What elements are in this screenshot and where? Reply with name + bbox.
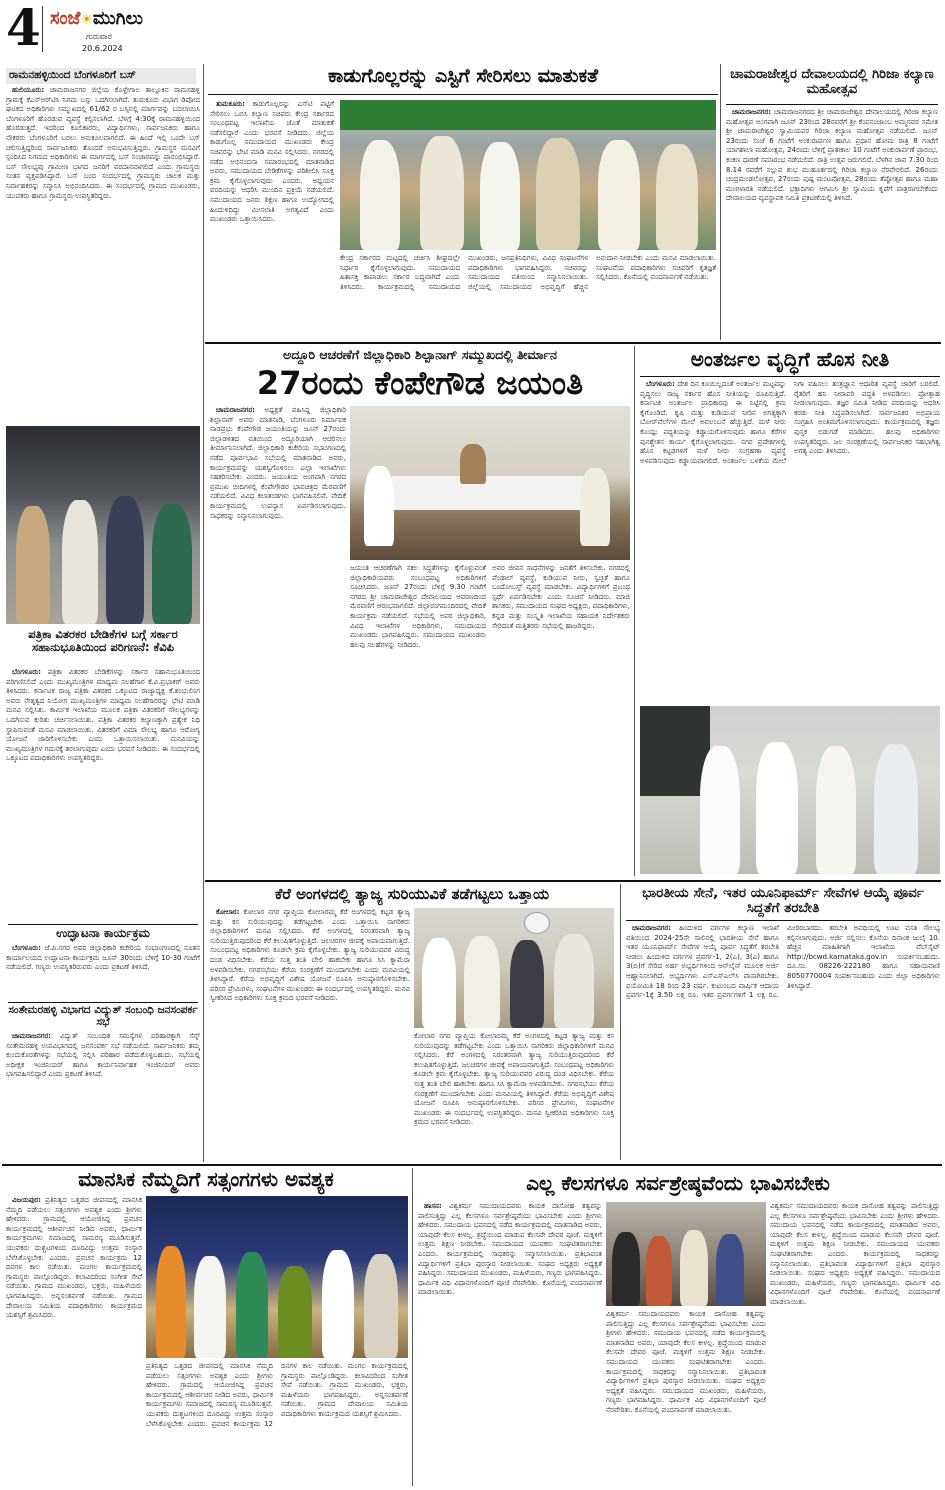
photo-bus-felicitation	[6, 426, 200, 624]
body-text: ಪತ್ರಿಕಾ ವಿತರಕರ ಬೇಡಿಕೆಗಳನ್ನು ಸರ್ಕಾರ ಸಹಾನುಭೂತಿಯಿಂದ ಪರಿಗಣಿಸಲಿದೆ ಎಂದು ಮುಖ್ಯಮಂತ್ರಿಗಳ ಮಾಧ್ಯಮ ಸಲಹೆಗಾರ ಕೆ.ವಿ.ಪ್ರಭಾಕರ್ ಅವರು ತಿಳಿಸಿದರು. ಕರ್ನಾಟಕ ರಾಜ್ಯ ಪತ್ರಿಕಾ ವಿತರಕರ ಒಕ್ಕೂಟದ ರಾಜ್ಯಾಧ್ಯಕ್ಷ ಕೆ.ಶಂಭುಲಿಂಗ ಅವರು ನೇತೃತ್ವದ ನಿಯೋಗ ಮುಖ್ಯಮಂತ್ರಿಗಳ ಮಾಧ್ಯಮ ಸಲಹೆಗಾರರನ್ನು ಭೇಟಿ ಮಾಡಿ ಮನವಿ ಸಲ್ಲಿಸಿತು. ಕಾರ್ಮಿಕ ಇಲಾಖೆಯ ಮೂಲಕ ಪತ್ರಿಕಾ ವಿತರಕರಿಗೆ ಸೌಲಭ್ಯಗಳನ್ನು ಒದಗಿಸುವ ಕುರಿತು ಚರ್ಚಿಸಲಾಯಿತು. ಪತ್ರಿಕಾ ವಿತರಕರ ಕಲ್ಯಾಣಕ್ಕಾಗಿ ಪ್ರತ್ಯೇಕ ನಿಧಿ ಸ್ಥಾಪಿಸುವಂತೆ ಮನವಿ ಮಾಡಲಾಯಿತು. ವಿತರಕರಿಗೆ ವಿಮಾ ಸೌಲಭ್ಯ ಹಾಗೂ ಆರೋಗ್ಯ ಯೋಜನೆ ಜಾರಿಗೊಳಿಸಬೇಕು ಎಂದು ಒತ್ತಾಯಿಸಲಾಯಿತು. ಮನವಿಯನ್ನು ಮುಖ್ಯಮಂತ್ರಿಗಳ ಗಮನಕ್ಕೆ ತರಲಾಗುವುದು ಎಂದು ಭರವಸೆ ನೀಡಿದರು. ಈ ಸಂದರ್ಭದಲ್ಲಿ ಒಕ್ಕೂಟದ ಪದಾಧಿಕಾರಿಗಳು ಉಪಸ್ಥಿತರಿದ್ದರು.	[6, 668, 200, 763]
article-body-a	[210, 406, 346, 876]
article-body	[6, 668, 200, 918]
issue-date: 20.6.2024	[82, 44, 123, 53]
body-text: ಕೋಲಾರ ನಗರ ವ್ಯಾಪ್ತಿಯ ಕೋಲಾರಮ್ಮ ಕೆರೆ ಅಂಗಳದಲ್ಲಿ ಕಟ್ಟಡ ತ್ಯಾಜ್ಯ ಮತ್ತು ಕಸ ಸುರಿಯುವುದನ್ನು ತಡೆಗಟ್ಟಬೇಕು ಎಂದು ಒತ್ತಾಯಿಸಿ ನಾಗರಿಕರು ಜಿಲ್ಲಾಧಿಕಾರಿಗಳಿಗೆ ಮನವಿ ಸಲ್ಲಿಸಿದರು. ಕೆರೆ ಅಂಗಳದಲ್ಲಿ ನಿರಂತರವಾಗಿ ತ್ಯಾಜ್ಯ ಸುರಿಯುತ್ತಿರುವುದರಿಂದ ಕೆರೆ ಕಲುಷಿತಗೊಳ್ಳುತ್ತಿದೆ. ಜಲಚರಗಳ ಜೀವಕ್ಕೆ ಅಪಾಯವಾಗುತ್ತಿದೆ. ಸಂಬಂಧಪಟ್ಟ ಅಧಿಕಾರಿಗಳು ಕೂಡಲೇ ಕ್ರಮ ಕೈಗೊಳ್ಳಬೇಕು. ತ್ಯಾಜ್ಯ ಸುರಿಯುವವರ ವಿರುದ್ಧ ದಂಡ ವಿಧಿಸಬೇಕು. ಕೆರೆಯ ಸುತ್ತ ತಂತಿ ಬೇಲಿ ಹಾಕಬೇಕು ಹಾಗೂ ಸಿಸಿ ಕ್ಯಾಮೆರಾ ಅಳವಡಿಸಬೇಕು. ನಗರಸಭೆಯು ಕೆರೆಯ ಸಂರಕ್ಷಣೆಗೆ ಮುಂದಾಗಬೇಕು ಎಂದು ಮನವಿಯಲ್ಲಿ ತಿಳಿಸಿದ್ದಾರೆ. ಕೆರೆಯ ಅಭಿವೃದ್ಧಿಗೆ ವಿಶೇಷ ಯೋಜನೆ ರೂಪಿಸಿ ಅನುಷ್ಠಾನಗೊಳಿಸಬೇಕು. ಪರಿಸರ ಪ್ರೇಮಿಗಳು, ಸಂಘಟನೆಗಳ ಮುಖಂಡರು ಈ ಸಂದರ್ಭದಲ್ಲಿ ಉಪಸ್ಥಿತರಿದ್ದರು. ಮನವಿ ಸ್ವೀಕರಿಸಿದ ಅಧಿಕಾರಿಗಳು ಸೂಕ್ತ ಕ್ರಮದ ಭರವಸೆ ನೀಡಿದರು.	[414, 1032, 614, 1127]
article-body-cont	[414, 1032, 614, 1160]
body-text: ಪ್ರತಿನಿತ್ಯದ ಒತ್ತಡದ ಜೀವನದಲ್ಲಿ ಮಾನಸಿಕ ನೆಮ್ಮದಿ ಪಡೆಯಲು ಸತ್ಸಂಗಗಳು ಅವಶ್ಯಕ ಎಂದು ಶ್ರೀಗಳು ಹೇಳಿದರು. ಗ್ರಾಮದಲ್ಲಿ ಆಯೋಜಿಸಿದ್ದ ಪ್ರವಚನ ಕಾರ್ಯಕ್ರಮದಲ್ಲಿ ಆಶೀರ್ವಚನ ನೀಡಿದ ಅವರು, ಧಾರ್ಮಿಕ ಕಾರ್ಯಕ್ರಮಗಳು ಸಮಾಜದಲ್ಲಿ ಸಾಮರಸ್ಯ ಮೂಡಿಸುತ್ತವೆ. ಯುವಕರು ದುಶ್ಚಟಗಳಿಂದ ದೂರವಿದ್ದು ಉತ್ತಮ ಸಂಸ್ಕಾರ ಬೆಳೆಸಿಕೊಳ್ಳಬೇಕು ಎಂದರು. ಪ್ರವಚನ ಕಾರ್ಯಕ್ರಮ 12 ದಿನಗಳ ಕಾಲ ನಡೆಯಿತು. ಮಂಗಲ ಕಾರ್ಯಕ್ರಮದಲ್ಲಿ ಗ್ರಾಮಸ್ಥರು ಪಾಲ್ಗೊಂಡಿದ್ದರು. ಕಲಾವಿದರಿಂದ ಸಂಗೀತ ಸೇವೆ ನಡೆಯಿತು. ಗ್ರಾಮದ ಮುಖಂಡರು, ಭಕ್ತರು, ಮಹಿಳೆಯರು ಭಾಗವಹಿಸಿದ್ದರು. ಅನ್ನಸಂತರ್ಪಣೆ ನಡೆಯಿತು. ಗ್ರಾಮದ ದೇವಾಲಯ ಸಮಿತಿಯ ಪದಾಧಿಕಾರಿಗಳು ಕಾರ್ಯಕ್ರಮದ ಯಶಸ್ಸಿಗೆ ಶ್ರಮಿಸಿದರು.	[6, 1196, 142, 1320]
photo-kadugolla-meeting	[340, 100, 716, 250]
photo-award-ceremony	[606, 1202, 766, 1306]
article-body-b	[350, 564, 486, 876]
body-text: ಹಿಂದುಳಿದ ವರ್ಗಗಳ ಕಲ್ಯಾಣ ಇಲಾಖೆ ವತಿಯಿಂದ 2024-25ನೇ ಸಾಲಿನಲ್ಲಿ ಭಾರತೀಯ ಸೇನೆ ಹಾಗೂ ಇತರ ಯೂನಿಫಾರ್ಮ್ ಸೇವೆಗಳ ಆಯ್ಕೆ ಪೂರ್ವ ಸಿದ್ಧತೆಗೆ ತರಬೇತಿ ನೀಡಲು ಹಿಂದುಳಿದ ವರ್ಗಗಳ ಪ್ರವರ್ಗ-1, 2(ಎ), 3(ಎ) ಹಾಗೂ 3(ಬಿ)ಗೆ ಸೇರಿದ ಅರ್ಹ ಅಭ್ಯರ್ಥಿಗಳಿಂದ ಆನ್‌ಲೈನ್ ಮೂಲಕ ಅರ್ಜಿ ಆಹ್ವಾನಿಸಲಾಗಿದೆ. ಅಭ್ಯರ್ಥಿಗಳು ಎಸ್‌ಎಸ್‌ಎಲ್‌ಸಿ ಪಾಸಾಗಿರಬೇಕು. ವಯೋಮಿತಿ 18 ರಿಂದ 23 ವರ್ಷ. ಕುಟುಂಬದ ವಾರ್ಷಿಕ ಆದಾಯ ಪ್ರವರ್ಗ-1ಕ್ಕೆ 3.50 ಲಕ್ಷ ರೂ. ಇತರ ಪ್ರವರ್ಗಗಳಿಗೆ 1 ಲಕ್ಷ ರೂ. ಮೀರಿರಬಾರದು. ತರಬೇತಿ ಅವಧಿಯಲ್ಲಿ ಊಟ ವಸತಿ ಸೌಲಭ್ಯ ಕಲ್ಪಿಸಲಾಗುವುದು. ಅರ್ಜಿ ಸಲ್ಲಿಸಲು ಕೊನೆಯ ದಿನಾಂಕ ಜುಲೈ 10. ಹೆಚ್ಚಿನ ಮಾಹಿತಿಗಾಗಿ ಇಲಾಖೆಯ ವೆಬ್‌ಸೈಟ್ http://bcwd.karnataka.gov.in ಸಂಪರ್ಕಿಸಬಹುದು. ದೂ.ಸಂ. 08226-222180 ಹಾಗೂ ಸಹಾಯವಾಣಿ 8050770004 ಸಂಪರ್ಕಿಸಬಹುದು ಎಂದು ಜಿಲ್ಲಾ ಅಧಿಕಾರಿಗಳು ತಿಳಿಸಿದ್ದಾರೆ.	[626, 924, 940, 1000]
article-headline: ಚಾಮರಾಜೇಶ್ವರ ದೇವಾಲಯದಲ್ಲಿ ಗಿರಿಜಾ ಕಲ್ಯಾಣ ಮಹೋತ್ಸವ	[730, 67, 934, 97]
photo-lake-petition	[414, 908, 614, 1028]
article-body	[726, 108, 938, 340]
body-text: ವಿಶ್ವಕರ್ಮ ಸಮುದಾಯದವರು ಕಾಯಕ ದಾಸೋಹ ತತ್ವವನ್ನು ಪಾಲಿಸುತ್ತಿದ್ದು ಎಲ್ಲ ಕೆಲಸಗಳೂ ಸರ್ವಶ್ರೇಷ್ಠವೆಂದು ಭಾವಿಸಬೇಕು ಎಂದು ಶ್ರೀಗಳು ಹೇಳಿದರು. ಸಮುದಾಯ ಭವನದಲ್ಲಿ ನಡೆದ ಕಾರ್ಯಕ್ರಮದಲ್ಲಿ ಮಾತನಾಡಿದ ಅವರು, ಯಾವುದೇ ಕೆಲಸ ಕೀಳಲ್ಲ. ಶ್ರದ್ಧೆಯಿಂದ ಮಾಡುವ ಕೆಲಸವೇ ದೇವರ ಪೂಜೆ. ಮಕ್ಕಳಿಗೆ ಉತ್ತಮ ಶಿಕ್ಷಣ ನೀಡಬೇಕು. ಸಮುದಾಯದ ಯುವಕರು ಸಂಘಟಿತರಾಗಬೇಕು ಎಂದರು. ಕಾರ್ಯಕ್ರಮದಲ್ಲಿ ಸಾಧಕರನ್ನು ಸನ್ಮಾನಿಸಲಾಯಿತು. ಪ್ರತಿಭಾವಂತ ವಿದ್ಯಾರ್ಥಿಗಳಿಗೆ ಪ್ರತಿಭಾ ಪುರಸ್ಕಾರ ನೀಡಲಾಯಿತು. ಸಂಘದ ಅಧ್ಯಕ್ಷರು ಅಧ್ಯಕ್ಷತೆ ವಹಿಸಿದ್ದರು. ಸಮುದಾಯದ ಮುಖಂಡರು, ಮಹಿಳೆಯರು, ಗಣ್ಯರು ಭಾಗವಹಿಸಿದ್ದರು. ಧಾರ್ಮಿಕ ವಿಧಿ ವಿಧಾನಗಳೊಂದಿಗೆ ಪೂಜೆ ನೆರವೇರಿತು. ಕೊನೆಯಲ್ಲಿ ವಂದನಾರ್ಪಣೆ ಮಾಡಲಾಯಿತು.	[418, 1202, 602, 1297]
body-text: ಕಾಡುಗೊಲ್ಲರನ್ನು ಎಸ್‌ಟಿ ಪಟ್ಟಿಗೆ ಸೇರಿಸಲು ಒಬಿಸಿ ಕಲ್ಯಾಣ ಸಚಿವರು ಕೇಂದ್ರ ಸರ್ಕಾರದ ಸಂಬಂಧಪಟ್ಟ ಇಲಾಖೆಯ ಜೊತೆ ಮಾತುಕತೆ ನಡೆಸಲಿದ್ದಾರೆ ಎಂದು ಭರವಸೆ ನೀಡಿದರು. ಜಿಲ್ಲೆಯ ಕಾಡುಗೊಲ್ಲ ಸಮುದಾಯದ ಮುಖಂಡರು ಕೇಂದ್ರ ಸಚಿವರನ್ನು ಭೇಟಿ ಮಾಡಿ ಮನವಿ ಸಲ್ಲಿಸಿದರು. ನಗರದಲ್ಲಿ ನಡೆದ ಅಭಿನಂದನಾ ಸಮಾರಂಭದಲ್ಲಿ ಮಾತನಾಡಿದ ಅವರು, ಸಮುದಾಯದ ಬೇಡಿಕೆಗಳನ್ನು ಪರಿಶೀಲಿಸಿ ಸೂಕ್ತ ಕ್ರಮ ಕೈಗೊಳ್ಳಲಾಗುವುದು ಎಂದರು. ಅಧ್ಯಯನ ವರದಿಯನ್ನು ಆಧರಿಸಿ ಮುಂದಿನ ಪ್ರಕ್ರಿಯೆ ನಡೆಯಲಿದೆ. ಸಮುದಾಯದ ಜನರು ಶಿಕ್ಷಣ ಹಾಗೂ ಉದ್ಯೋಗದಲ್ಲಿ ಹಿಂದುಳಿದಿದ್ದು ಮೀಸಲಾತಿ ಅಗತ್ಯವಿದೆ ಎಂದು ಮುಖಂಡರು ಒತ್ತಾಯಿಸಿದರು.	[210, 100, 334, 224]
article-body-cont	[146, 1362, 408, 1486]
body-text: ಚಾಮರಾಜನಗರದ ಶ್ರೀ ಚಾಮರಾಜೇಶ್ವರ ದೇವಾಲಯದಲ್ಲಿ ಗಿರಿಜಾ ಕಲ್ಯಾಣ ಮಹೋತ್ಸವ ಅಂಗವಾಗಿ ಜೂನ್ 23ರಿಂದ 28ರವರೆಗೆ ಶ್ರೀ ಕೆಂಪನಂಜಾಂಬ ಅಮ್ಮನವರ ಸಮೇತ ಶ್ರೀ ಚಾಮರಾಜೇಶ್ವರ ಸ್ವಾಮಿಯವರ ಗಿರಿಜಾ ಕಲ್ಯಾಣ ಮಹೋತ್ಸವ ನಡೆಯಲಿದೆ. ಜೂನ್ 23ರಂದು ಸಂಜೆ 6 ಗಂಟೆಗೆ ಅಂಕುರಾರ್ಪಣ ಹಾಗೂ ಪ್ರಧಾನ ಹೋಮ ರಾತ್ರಿ 8 ಗಂಟೆಗೆ ಯಾಗಶಾಲಾ ಮಹೋತ್ಸವ, 24ರಂದು ಬೆಳಿಗ್ಗೆ ಪ್ರಾತಃಕಾಲ 10 ಗಂಟೆಗೆ ಅಂಕುರಾರ್ಪಣೆ ಪ್ರಾರಂಭ, ಕಂಕಣ ಧಾರಣೆ ಸಮಾರಂಭ ನಡೆಯಲಿದೆ. ರಾತ್ರಿ ಉತ್ಸವ ಜರುಗಲಿದೆ. ಬೆಳಗಿನ ಜಾವ 7.30 ರಿಂದ 8.14 ರವರೆಗೆ ಸಲ್ಲುವ ಶುಭ ಮುಹೂರ್ತದಲ್ಲಿ ಗಿರಿಜಾ ಕಲ್ಯಾಣ ನೆರವೇರಲಿದೆ. 26ರಂದು ಚಂದ್ರಮಂಡಲೋತ್ಸವ, 27ರಂದು ಪುಷ್ಪ ಮಂಟಪೋತ್ಸವ, 28ರಂದು ತೆಪ್ಪೋತ್ಸವ ಹಾಗೂ ಮಹಾ ಮಂಗಳಾರತಿ ನಡೆಯಲಿದೆ. ಭಕ್ತಾದಿಗಳು ಆಗಮಿಸಿ ಶ್ರೀ ಸ್ವಾಮಿಯ ಕೃಪೆಗೆ ಪಾತ್ರರಾಗಬೇಕೆಂದು ದೇವಾಲಯದ ವ್ಯವಸ್ಥಾಪಕ ಸಮಿತಿ ಪ್ರಕಟಣೆಯಲ್ಲಿ ತಿಳಿಸಿದೆ.	[726, 108, 938, 203]
article-body-mid	[606, 1310, 766, 1486]
paper-name	[50, 8, 143, 29]
article-body-right	[770, 1202, 940, 1486]
dateline: ಕೋಲಾರ:	[216, 908, 240, 916]
article-headline: ಉದ್ಘಾಟನಾ ಕಾರ್ಯಕ್ರಮ	[8, 924, 198, 940]
dateline: ಚಾಮರಾಜನಗರ:	[12, 1032, 51, 1040]
article-headline: ಮಾನಸಿಕ ನೆಮ್ಮದಿಗೆ ಸತ್ಸಂಗಗಳು ಅವಶ್ಯಕ	[78, 1167, 334, 1191]
article-headline: ಕೆರೆ ಅಂಗಳದಲ್ಲಿ ತ್ಯಾಜ್ಯ ಸುರಿಯುವಿಕೆ ತಡೆಗಟ್ಟಲು ಒತ್ತಾಯ	[274, 885, 550, 903]
body-text: ಚಾಮರಾಜನಗರ ಜಿಲ್ಲೆಯ ಕೊಳ್ಳೇಗಾಲ ತಾಲ್ಲೂಕಿನ ರಾಮನಹಳ್ಳಿ ಗ್ರಾಮಕ್ಕೆ ಕೆಎಸ್‌ಆರ್‌ಟಿಸಿ ನಿಗಮ ಬಸ್ಸು ಒದಗಿಸಲಾಗಿದೆ. ತುಮಕೂರು ವಿಭಾಗ ಡಿಪೋದ ಘಟಕದ ಅಧಿಕಾರಿಗಳು ಸಮ್ಮುಖದಲ್ಲಿ 61/62 ರ ಬಸ್ಸಿನಲ್ಲಿ ಮಾರ್ಗವನ್ನು ಬದಲಾಯಿಸಿ ಬೆಂಗಳೂರಿಗೆ ಹೊರಡುವ ವ್ಯವಸ್ಥೆ ಕಲ್ಪಿಸಲಾಗಿದೆ. ಬೆಳಗ್ಗೆ 4:30ಕ್ಕೆ ರಾಮನಹಳ್ಳಿಯಿಂದ ಹೊರಡುತ್ತದೆ. ಇದರಿಂದ ಕೂಲಿಕಾರರು, ವಿದ್ಯಾರ್ಥಿಗಳು, ಸಾರ್ವಜನಿಕರು ಹಾಗೂ ನೌಕರರು ಬೆಂಗಳೂರಿಗೆ ಬರಲು ಅನುಕೂಲವಾಗಲಿದೆ. ಈ ಹಿಂದೆ ಇಲ್ಲಿ ಒಂದೇ ಬಸ್ ಚಲಿಸುತ್ತಿದ್ದರಿಂದ ಸಾರ್ವಜನಿಕರು ತೊಂದರೆ ಅನುಭವಿಸುತ್ತಿದ್ದರು. ಗ್ರಾಮಸ್ಥರ ಮನವಿಗೆ ಸ್ಪಂದಿಸಿದ ನಿಗಮದ ಅಧಿಕಾರಿಗಳು ಈ ಮಾರ್ಗದಲ್ಲಿ ಬಸ್ ಸಂಚಾರವನ್ನು ಪ್ರಾರಂಭಿಸಿದ್ದಾರೆ. ಬಸ್ ಸೌಲಭ್ಯವು ಗ್ರಾಮೀಣ ಭಾಗದ ಜನರಿಗೆ ವರದಾನವಾಗಲಿದೆ ಎಂದು ಗ್ರಾಮಸ್ಥರು ಸಂತಸ ವ್ಯಕ್ತಪಡಿಸಿದ್ದಾರೆ. ಬಸ್ ಬಂದ ಸಂದರ್ಭದಲ್ಲಿ ಗ್ರಾಮಸ್ಥರು ಚಾಲಕ ಮತ್ತು ನಿರ್ವಾಹಕರನ್ನು ಸನ್ಮಾನಿಸಿ ಅಭಿನಂದಿಸಿದರು. ಈ ಸಂದರ್ಭದಲ್ಲಿ ಗ್ರಾಮದ ಮುಖಂಡರು, ಯುವಕರು ಹಾಗೂ ಗ್ರಾಮಸ್ಥರು ಉಪಸ್ಥಿತರಿದ್ದರು.	[6, 86, 200, 200]
article-body	[6, 1196, 142, 1486]
article-body	[640, 380, 940, 702]
body-text: ವಿಶ್ವಕರ್ಮ ಸಮುದಾಯದವರು ಕಾಯಕ ದಾಸೋಹ ತತ್ವವನ್ನು ಪಾಲಿಸುತ್ತಿದ್ದು ಎಲ್ಲ ಕೆಲಸಗಳೂ ಸರ್ವಶ್ರೇಷ್ಠವೆಂದು ಭಾವಿಸಬೇಕು ಎಂದು ಶ್ರೀಗಳು ಹೇಳಿದರು. ಸಮುದಾಯ ಭವನದಲ್ಲಿ ನಡೆದ ಕಾರ್ಯಕ್ರಮದಲ್ಲಿ ಮಾತನಾಡಿದ ಅವರು, ಯಾವುದೇ ಕೆಲಸ ಕೀಳಲ್ಲ. ಶ್ರದ್ಧೆಯಿಂದ ಮಾಡುವ ಕೆಲಸವೇ ದೇವರ ಪೂಜೆ. ಮಕ್ಕಳಿಗೆ ಉತ್ತಮ ಶಿಕ್ಷಣ ನೀಡಬೇಕು. ಸಮುದಾಯದ ಯುವಕರು ಸಂಘಟಿತರಾಗಬೇಕು ಎಂದರು. ಕಾರ್ಯಕ್ರಮದಲ್ಲಿ ಸಾಧಕರನ್ನು ಸನ್ಮಾನಿಸಲಾಯಿತು. ಪ್ರತಿಭಾವಂತ ವಿದ್ಯಾರ್ಥಿಗಳಿಗೆ ಪ್ರತಿಭಾ ಪುರಸ್ಕಾರ ನೀಡಲಾಯಿತು. ಸಂಘದ ಅಧ್ಯಕ್ಷರು ಅಧ್ಯಕ್ಷತೆ ವಹಿಸಿದ್ದರು. ಸಮುದಾಯದ ಮುಖಂಡರು, ಮಹಿಳೆಯರು, ಗಣ್ಯರು ಭಾಗವಹಿಸಿದ್ದರು. ಧಾರ್ಮಿಕ ವಿಧಿ ವಿಧಾನಗಳೊಂದಿಗೆ ಪೂಜೆ ನೆರವೇರಿತು. ಕೊನೆಯಲ್ಲಿ ವಂದನಾರ್ಪಣೆ ಮಾಡಲಾಯಿತು.	[606, 1310, 766, 1414]
body-text: ದೇಶ ದಿನ ಕೂಯಿಲ್ಲದಂತೆ ಅಂತರ್ಜಲ ಮಟ್ಟವನ್ನು ವೃದ್ಧಿಸಲು ರಾಜ್ಯ ಸರ್ಕಾರ ಹೊಸ ನೀತಿಯನ್ನು ರೂಪಿಸುತ್ತಿದೆ. ಕರ್ನಾಟಕ ಅಂತರ್ಜಲ ಪ್ರಾಧಿಕಾರವು ಈ ನಿಟ್ಟಿನಲ್ಲಿ ಕ್ರಮ ಕೈಗೊಂಡಿದೆ. ಕೃಷಿ ಮತ್ತು ಕುಡಿಯುವ ನೀರಿನ ಅಗತ್ಯಕ್ಕಾಗಿ ಬೋರ್‌ವೆಲ್‌ಗಳ ಮೇಲೆ ಅವಲಂಬನೆ ಹೆಚ್ಚುತ್ತಿದೆ. ಮಳೆ ನೀರು ಕೊಯ್ಲು ಪದ್ಧತಿಯನ್ನು ಕಡ್ಡಾಯಗೊಳಿಸುವುದು ಹಾಗೂ ಕೆರೆಗಳ ಪುನಶ್ಚೇತನ ಕಾರ್ಯ ಕೈಗೊಳ್ಳಲಾಗುವುದು. ನಗರ ಪ್ರದೇಶಗಳಲ್ಲಿ ಹೊಸ ಕಟ್ಟಡಗಳಿಗೆ ಮಳೆ ನೀರು ಸಂಗ್ರಹಣಾ ವ್ಯವಸ್ಥೆ ಅಳವಡಿಸುವುದು ಕಡ್ಡಾಯವಾಗಲಿದೆ. ಅಂತರ್ಜಲ ಬಳಕೆಯ ಮೇಲೆ ನಿಗಾ ವಹಿಸಲು ತಂತ್ರಜ್ಞಾನ ಆಧಾರಿತ ವ್ಯವಸ್ಥೆ ಜಾರಿಗೆ ಬರಲಿದೆ. ರೈತರಿಗೆ ಹನಿ ನೀರಾವರಿ ಪದ್ಧತಿ ಅಳವಡಿಸಲು ಪ್ರೋತ್ಸಾಹ ನೀಡಲಾಗುವುದು. ತಜ್ಞರ ಸಮಿತಿ ನೀಡಿದ ವರದಿಯನ್ನು ಆಧರಿಸಿ ಕರಡು ನೀತಿ ಸಿದ್ಧಪಡಿಸಲಾಗಿದೆ. ಸಾರ್ವಜನಿಕರ ಅಭಿಪ್ರಾಯ ಸಂಗ್ರಹಿಸಿ ಅಂತಿಮಗೊಳಿಸಲಾಗುವುದು. ಕಾರ್ಯಕ್ರಮದಲ್ಲಿ ತಜ್ಞರು ಪುಸ್ತಕ ಬಿಡುಗಡೆ ಮಾಡಿದರು. ಹಲವು ಅಧಿಕಾರಿಗಳು ಉಪಸ್ಥಿತರಿದ್ದರು. ಜಲ ಸಂರಕ್ಷಣೆಯಲ್ಲಿ ಸಾರ್ವಜನಿಕರ ಸಹಭಾಗಿತ್ವ ಅಗತ್ಯ ಎಂದು ತಿಳಿಸಿದರು.	[640, 380, 940, 465]
dateline: ಚಾಮರಾಜನಗರ:	[632, 924, 671, 932]
article-kicker: ಅದ್ದೂರಿ ಆಚರಣೆಗೆ ಜಿಲ್ಲಾಧಿಕಾರಿ ಶಿಲ್ಪಾನಾಗ್ ಸಮ್ಮುಖದಲ್ಲಿ ತೀರ್ಮಾನ	[283, 347, 557, 362]
dateline: ವಿಜಯಪುರ:	[12, 1196, 41, 1204]
dateline: ಬೆಂಗಳೂರು:	[12, 668, 41, 676]
article-headline: ಎಲ್ಲ ಕೆಲಸಗಳೂ ಸರ್ವಶ್ರೇಷ್ಠವೆಂದು ಭಾವಿಸಬೇಕು	[526, 1171, 830, 1195]
article-body	[210, 908, 410, 1160]
article-body	[626, 924, 940, 1160]
body-text: ಜಯಂತಿ ಆಚರಣೆಗಾಗಿ ಸಕಲ ಸಿದ್ಧತೆಗಳನ್ನು ಕೈಗೊಳ್ಳುವಂತೆ ಜಿಲ್ಲಾಧಿಕಾರಿಯವರು ಸಂಬಂಧಪಟ್ಟ ಅಧಿಕಾರಿಗಳಿಗೆ ಸೂಚಿಸಿದರು. ಜೂನ್ 27ರಂದು ಬೆಳಿಗ್ಗೆ 9.30 ಗಂಟೆಗೆ ನಗರದ ಶ್ರೀ ಚಾಮರಾಜೇಶ್ವರ ದೇವಾಲಯದ ಆವರಣದಿಂದ ಮೆರವಣಿಗೆ ಆರಂಭವಾಗಲಿದೆ. ಜಿಲ್ಲಾರಂಗಮಂದಿರದಲ್ಲಿ ವೇದಿಕೆ ಕಾರ್ಯಕ್ರಮ ನಡೆಯಲಿದೆ. ಸಭೆಯಲ್ಲಿ ಅಪರ ಜಿಲ್ಲಾಧಿಕಾರಿ, ವಿವಿಧ ಇಲಾಖೆಗಳ ಅಧಿಕಾರಿಗಳು, ಸಮುದಾಯದ ಮುಖಂಡರು ಭಾಗವಹಿಸಿದ್ದರು. ಸಮುದಾಯದ ಮುಖಂಡರು ಹಲವು ಸಲಹೆಗಳನ್ನು ನೀಡಿದರು.	[350, 564, 486, 649]
dateline: ಚಾಮರಾಜನಗರ:	[216, 406, 255, 414]
article-body	[6, 944, 200, 998]
photo-district-meeting	[350, 406, 630, 560]
body-text: ಅಧ್ಯಕ್ಷತೆ ವಹಿಸಿದ್ದ ಜಿಲ್ಲಾಧಿಕಾರಿ ಶಿಲ್ಪಾನಾಗ್ ಅವರು ಮಾತನಾಡಿ, ಬೆಂಗಳೂರು ನಿರ್ಮಾಪಕ ನಾಡಪ್ರಭು ಕೆಂಪೇಗೌಡ ಜಯಂತಿಯನ್ನು ಜೂನ್ 27ರಂದು ಜಿಲ್ಲಾಡಳಿತದ ವತಿಯಿಂದ ಅದ್ದೂರಿಯಾಗಿ ಆಚರಿಸಲು ತೀರ್ಮಾನಿಸಲಾಗಿದೆ. ಜಿಲ್ಲಾಧಿಕಾರಿ ಕಚೇರಿಯ ಸಭಾಂಗಣದಲ್ಲಿ ನಡೆದ ಪೂರ್ವಭಾವಿ ಸಭೆಯಲ್ಲಿ ಮಾತನಾಡಿದ ಅವರು, ಕಾರ್ಯಕ್ರಮವನ್ನು ಯಶಸ್ವಿಗೊಳಿಸಲು ಎಲ್ಲಾ ಇಲಾಖೆಗಳು ಸಹಕರಿಸಬೇಕು ಎಂದರು. ಜಯಂತಿಯ ಅಂಗವಾಗಿ ನಗರದ ಪ್ರಮುಖ ಬೀದಿಗಳಲ್ಲಿ ಕೆಂಪೇಗೌಡರ ಭಾವಚಿತ್ರದ ಮೆರವಣಿಗೆ ನಡೆಯಲಿದೆ. ವಿವಿಧ ಕಲಾತಂಡಗಳು ಭಾಗವಹಿಸಲಿವೆ. ವೇದಿಕೆ ಕಾರ್ಯಕ್ರಮದಲ್ಲಿ ಉಪನ್ಯಾಸ ಏರ್ಪಡಿಸಲಾಗುವುದು. ಸಾಧಕರನ್ನು ಸನ್ಮಾನಿಸಲಾಗುವುದು.	[210, 406, 346, 520]
article-body-c	[492, 564, 630, 876]
article-body-left	[210, 100, 334, 340]
dateline: ಹುಲಿಯೂರು:	[12, 86, 45, 94]
article-body-right	[340, 254, 716, 340]
article-body	[6, 86, 200, 422]
paper-name-a: ಸಂಜೆ	[50, 8, 81, 29]
article-body	[6, 1032, 200, 1158]
article-body	[418, 1202, 602, 1486]
page-number: 4	[6, 0, 41, 57]
body-text: ಕೇಂದ್ರ ಸರ್ಕಾರದ ಮಟ್ಟದಲ್ಲಿ ಚರ್ಚಿಸಿ ಶೀಘ್ರದಲ್ಲೇ ನಿರ್ಧಾರ ಕೈಗೊಳ್ಳಲಾಗುವುದು. ಸಮುದಾಯದ ಹಿತಾಸಕ್ತಿ ಕಾಪಾಡಲು ಸರ್ಕಾರ ಬದ್ಧವಾಗಿದೆ ಎಂದು ತಿಳಿಸಿದರು. ಕಾರ್ಯಕ್ರಮದಲ್ಲಿ ಸಮುದಾಯದ ಮುಖಂಡರು, ಜನಪ್ರತಿನಿಧಿಗಳು, ವಿವಿಧ ಸಂಘಟನೆಗಳ ಪದಾಧಿಕಾರಿಗಳು ಭಾಗವಹಿಸಿದ್ದರು. ಸಚಿವರನ್ನು ಸಮುದಾಯದ ವತಿಯಿಂದ ಸನ್ಮಾನಿಸಲಾಯಿತು. ಜಿಲ್ಲೆಯಲ್ಲಿ ಸಮುದಾಯದ ಅಭಿವೃದ್ಧಿಗೆ ಹೆಚ್ಚಿನ ಅನುದಾನ ನೀಡಬೇಕು ಎಂದು ಮನವಿ ಮಾಡಲಾಯಿತು. ಸಂಘಟನೆಯ ಪದಾಧಿಕಾರಿಗಳು ಸಚಿವರಿಗೆ ಕೃತಜ್ಞತೆ ಸಲ್ಲಿಸಿದರು. ಕೊನೆಯಲ್ಲಿ ವಂದನಾರ್ಪಣೆ ನಡೆಯಿತು.	[340, 254, 716, 291]
article-headline: ಭಾರತೀಯ ಸೇನೆ, ಇತರ ಯೂನಿಫಾರ್ಮ್ ಸೇವೆಗಳ ಆಯ್ಕೆ ಪೂರ್ವ ಸಿದ್ದತೆಗೆ ತರಬೇತಿ	[642, 885, 924, 917]
body-text: ಕೋಲಾರ ನಗರ ವ್ಯಾಪ್ತಿಯ ಕೋಲಾರಮ್ಮ ಕೆರೆ ಅಂಗಳದಲ್ಲಿ ಕಟ್ಟಡ ತ್ಯಾಜ್ಯ ಮತ್ತು ಕಸ ಸುರಿಯುವುದನ್ನು ತಡೆಗಟ್ಟಬೇಕು ಎಂದು ಒತ್ತಾಯಿಸಿ ನಾಗರಿಕರು ಜಿಲ್ಲಾಧಿಕಾರಿಗಳಿಗೆ ಮನವಿ ಸಲ್ಲಿಸಿದರು. ಕೆರೆ ಅಂಗಳದಲ್ಲಿ ನಿರಂತರವಾಗಿ ತ್ಯಾಜ್ಯ ಸುರಿಯುತ್ತಿರುವುದರಿಂದ ಕೆರೆ ಕಲುಷಿತಗೊಳ್ಳುತ್ತಿದೆ. ಜಲಚರಗಳ ಜೀವಕ್ಕೆ ಅಪಾಯವಾಗುತ್ತಿದೆ. ಸಂಬಂಧಪಟ್ಟ ಅಧಿಕಾರಿಗಳು ಕೂಡಲೇ ಕ್ರಮ ಕೈಗೊಳ್ಳಬೇಕು. ತ್ಯಾಜ್ಯ ಸುರಿಯುವವರ ವಿರುದ್ಧ ದಂಡ ವಿಧಿಸಬೇಕು. ಕೆರೆಯ ಸುತ್ತ ತಂತಿ ಬೇಲಿ ಹಾಕಬೇಕು ಹಾಗೂ ಸಿಸಿ ಕ್ಯಾಮೆರಾ ಅಳವಡಿಸಬೇಕು. ನಗರಸಭೆಯು ಕೆರೆಯ ಸಂರಕ್ಷಣೆಗೆ ಮುಂದಾಗಬೇಕು ಎಂದು ಮನವಿಯಲ್ಲಿ ತಿಳಿಸಿದ್ದಾರೆ. ಕೆರೆಯ ಅಭಿವೃದ್ಧಿಗೆ ವಿಶೇಷ ಯೋಜನೆ ರೂಪಿಸಿ ಅನುಷ್ಠಾನಗೊಳಿಸಬೇಕು. ಪರಿಸರ ಪ್ರೇಮಿಗಳು, ಸಂಘಟನೆಗಳ ಮುಖಂಡರು ಈ ಸಂದರ್ಭದಲ್ಲಿ ಉಪಸ್ಥಿತರಿದ್ದರು. ಮನವಿ ಸ್ವೀಕರಿಸಿದ ಅಧಿಕಾರಿಗಳು ಸೂಕ್ತ ಕ್ರಮದ ಭರವಸೆ ನೀಡಿದರು.	[210, 908, 410, 1003]
photo-book-release	[640, 706, 940, 874]
masthead	[2, 2, 942, 57]
article-headline: ಕಾಡುಗೊಲ್ಲರನ್ನು ಎಸ್ಟಿಗೆ ಸೇರಿಸಲು ಮಾತುಕತೆ	[328, 65, 598, 87]
article-headline: 27ರಂದು ಕೆಂಪೇಗೌಡ ಜಯಂತಿ	[256, 364, 584, 402]
weekday: ಗುರುವಾರ	[86, 32, 112, 41]
photo-satsanga-group	[146, 1196, 408, 1358]
body-text: ವಿದ್ಯುತ್ ಸಂಬಂಧಿತ ಸಮಸ್ಯೆಗಳ ಪರಿಹಾರಕ್ಕಾಗಿ ಸೆಸ್ಕ್ ಸಂತೇಮರಹಳ್ಳಿ ಉಪವಿಭಾಗದಲ್ಲಿ ಜನಸಂಪರ್ಕ ಸಭೆ ನಡೆಯಲಿದೆ. ಸಾರ್ವಜನಿಕರು ತಮ್ಮ ಕುಂದುಕೊರತೆಗಳನ್ನು ಸಭೆಯಲ್ಲಿ ಸಲ್ಲಿಸಿ ಪರಿಹಾರ ಪಡೆದುಕೊಳ್ಳಬಹುದು. ಸಭೆಯಲ್ಲಿ ಅಧೀಕ್ಷಕ ಇಂಜಿನಿಯರ್ ಹಾಗೂ ಕಾರ್ಯನಿರ್ವಾಹಕ ಇಂಜಿನಿಯರ್ ಅವರು ಭಾಗವಹಿಸಲಿದ್ದಾರೆ ಎಂದು ಪ್ರಕಟಣೆ ತಿಳಿಸಿದೆ.	[6, 1032, 200, 1079]
article-headline: ಅಂತರ್ಜಲ ವೃದ್ಧಿಗೆ ಹೊಸ ನೀತಿ	[690, 347, 890, 371]
dateline: ಚಾಮರಾಜನಗರ:	[732, 108, 771, 116]
article-headline: ಸಂತೇಮರಹಳ್ಳಿ ವಿಭಾಗದ ವಿದ್ಯುತ್ ಸಂಬಂಧಿ ಜನಸಂಪರ್ಕ ಸಭೆ	[8, 1004, 198, 1028]
dateline: ಬೆಂಗಳೂರು:	[12, 944, 41, 952]
dateline: ತುಮಕೂರು:	[216, 100, 245, 108]
dateline: ಬೆಂಗಳೂರು:	[646, 380, 675, 388]
body-text: ಜೆ.ಪಿ.ನಗರ ಅಪರ ಜಿಲ್ಲಾಧಿಕಾರಿ ಕಚೇರಿಯ ಸಂಭಾಂಗಣದಲ್ಲಿ ನೂತನ ಕಾರ್ಯಾಲಯದ ಉದ್ಘಾಟನಾ ಕಾರ್ಯಕ್ರಮ ಜೂನ್ 30ರಂದು ಬೆಳಿಗ್ಗೆ 10-30 ಗಂಟೆಗೆ ನಡೆಯಲಿದೆ. ಗಣ್ಯರು ಉಪಸ್ಥಿತರಿರುವರು ಎಂದು ಪ್ರಕಟಣೆ ತಿಳಿಸಿದೆ.	[6, 944, 200, 972]
article-headline: ಪತ್ರಿಕಾ ವಿತರಕರ ಬೇಡಿಕೆಗಳ ಬಗ್ಗೆ ಸರ್ಕಾರ ಸಹಾನುಭೂತಿಯಿಂದ ಪರಿಗಣನೆ: ಕೆವಿಪಿ	[28, 627, 178, 654]
body-text: ಅವರ ಜೀವನ ಸಾಧನೆಗಳನ್ನು ಜನತೆಗೆ ತಿಳಿಸಬೇಕು. ನಗರದಲ್ಲಿ ಪೆಂಡಾಲ್ ವ್ಯವಸ್ಥೆ, ಕುಡಿಯುವ ನೀರು, ಸ್ವಚ್ಛತೆ ಹಾಗೂ ಬಂದೋಬಸ್ತ್ ವ್ಯವಸ್ಥೆ ಮಾಡಬೇಕು. ವಿದ್ಯಾರ್ಥಿಗಳಿಗೆ ಪ್ರಬಂಧ ಸ್ಪರ್ಧೆ ಏರ್ಪಡಿಸಬೇಕು ಎಂದು ಸೂಚನೆ ನೀಡಿದರು. ಮಾಜಿ ಶಾಸಕರು, ಸಮುದಾಯದ ಸಂಘದ ಅಧ್ಯಕ್ಷರು, ಪದಾಧಿಕಾರಿಗಳು, ಕನ್ನಡ ಮತ್ತು ಸಂಸ್ಕೃತಿ ಇಲಾಖೆಯ ಸಹಾಯಕ ನಿರ್ದೇಶಕರು ಸೇರಿದಂತೆ ಮತ್ತಿತರರು ಸಭೆಯಲ್ಲಿ ಹಾಜರಿದ್ದರು.	[492, 564, 630, 630]
sun-icon: ☀	[80, 12, 93, 28]
body-text: ವಿಶ್ವಕರ್ಮ ಸಮುದಾಯದವರು ಕಾಯಕ ದಾಸೋಹ ತತ್ವವನ್ನು ಪಾಲಿಸುತ್ತಿದ್ದು ಎಲ್ಲ ಕೆಲಸಗಳೂ ಸರ್ವಶ್ರೇಷ್ಠವೆಂದು ಭಾವಿಸಬೇಕು ಎಂದು ಶ್ರೀಗಳು ಹೇಳಿದರು. ಸಮುದಾಯ ಭವನದಲ್ಲಿ ನಡೆದ ಕಾರ್ಯಕ್ರಮದಲ್ಲಿ ಮಾತನಾಡಿದ ಅವರು, ಯಾವುದೇ ಕೆಲಸ ಕೀಳಲ್ಲ. ಶ್ರದ್ಧೆಯಿಂದ ಮಾಡುವ ಕೆಲಸವೇ ದೇವರ ಪೂಜೆ. ಮಕ್ಕಳಿಗೆ ಉತ್ತಮ ಶಿಕ್ಷಣ ನೀಡಬೇಕು. ಸಮುದಾಯದ ಯುವಕರು ಸಂಘಟಿತರಾಗಬೇಕು ಎಂದರು. ಕಾರ್ಯಕ್ರಮದಲ್ಲಿ ಸಾಧಕರನ್ನು ಸನ್ಮಾನಿಸಲಾಯಿತು. ಪ್ರತಿಭಾವಂತ ವಿದ್ಯಾರ್ಥಿಗಳಿಗೆ ಪ್ರತಿಭಾ ಪುರಸ್ಕಾರ ನೀಡಲಾಯಿತು. ಸಂಘದ ಅಧ್ಯಕ್ಷರು ಅಧ್ಯಕ್ಷತೆ ವಹಿಸಿದ್ದರು. ಸಮುದಾಯದ ಮುಖಂಡರು, ಮಹಿಳೆಯರು, ಗಣ್ಯರು ಭಾಗವಹಿಸಿದ್ದರು. ಧಾರ್ಮಿಕ ವಿಧಿ ವಿಧಾನಗಳೊಂದಿಗೆ ಪೂಜೆ ನೆರವೇರಿತು. ಕೊನೆಯಲ್ಲಿ ವಂದನಾರ್ಪಣೆ ಮಾಡಲಾಯಿತು.	[770, 1202, 940, 1306]
paper-name-b: ಮುಗಿಲು	[92, 8, 143, 29]
dateline: ಹಾಸನ:	[424, 1202, 442, 1210]
body-text: ಪ್ರತಿನಿತ್ಯದ ಒತ್ತಡದ ಜೀವನದಲ್ಲಿ ಮಾನಸಿಕ ನೆಮ್ಮದಿ ಪಡೆಯಲು ಸತ್ಸಂಗಗಳು ಅವಶ್ಯಕ ಎಂದು ಶ್ರೀಗಳು ಹೇಳಿದರು. ಗ್ರಾಮದಲ್ಲಿ ಆಯೋಜಿಸಿದ್ದ ಪ್ರವಚನ ಕಾರ್ಯಕ್ರಮದಲ್ಲಿ ಆಶೀರ್ವಚನ ನೀಡಿದ ಅವರು, ಧಾರ್ಮಿಕ ಕಾರ್ಯಕ್ರಮಗಳು ಸಮಾಜದಲ್ಲಿ ಸಾಮರಸ್ಯ ಮೂಡಿಸುತ್ತವೆ. ಯುವಕರು ದುಶ್ಚಟಗಳಿಂದ ದೂರವಿದ್ದು ಉತ್ತಮ ಸಂಸ್ಕಾರ ಬೆಳೆಸಿಕೊಳ್ಳಬೇಕು ಎಂದರು. ಪ್ರವಚನ ಕಾರ್ಯಕ್ರಮ 12 ದಿನಗಳ ಕಾಲ ನಡೆಯಿತು. ಮಂಗಲ ಕಾರ್ಯಕ್ರಮದಲ್ಲಿ ಗ್ರಾಮಸ್ಥರು ಪಾಲ್ಗೊಂಡಿದ್ದರು. ಕಲಾವಿದರಿಂದ ಸಂಗೀತ ಸೇವೆ ನಡೆಯಿತು. ಗ್ರಾಮದ ಮುಖಂಡರು, ಭಕ್ತರು, ಮಹಿಳೆಯರು ಭಾಗವಹಿಸಿದ್ದರು. ಅನ್ನಸಂತರ್ಪಣೆ ನಡೆಯಿತು. ಗ್ರಾಮದ ದೇವಾಲಯ ಸಮಿತಿಯ ಪದಾಧಿಕಾರಿಗಳು ಕಾರ್ಯಕ್ರಮದ ಯಶಸ್ಸಿಗೆ ಶ್ರಮಿಸಿದರು.	[146, 1362, 408, 1428]
article-headline: ರಾಮನಹಳ್ಳಿಯಿಂದ ಬೆಂಗಳೂರಿಗೆ ಬಸ್	[6, 68, 196, 84]
